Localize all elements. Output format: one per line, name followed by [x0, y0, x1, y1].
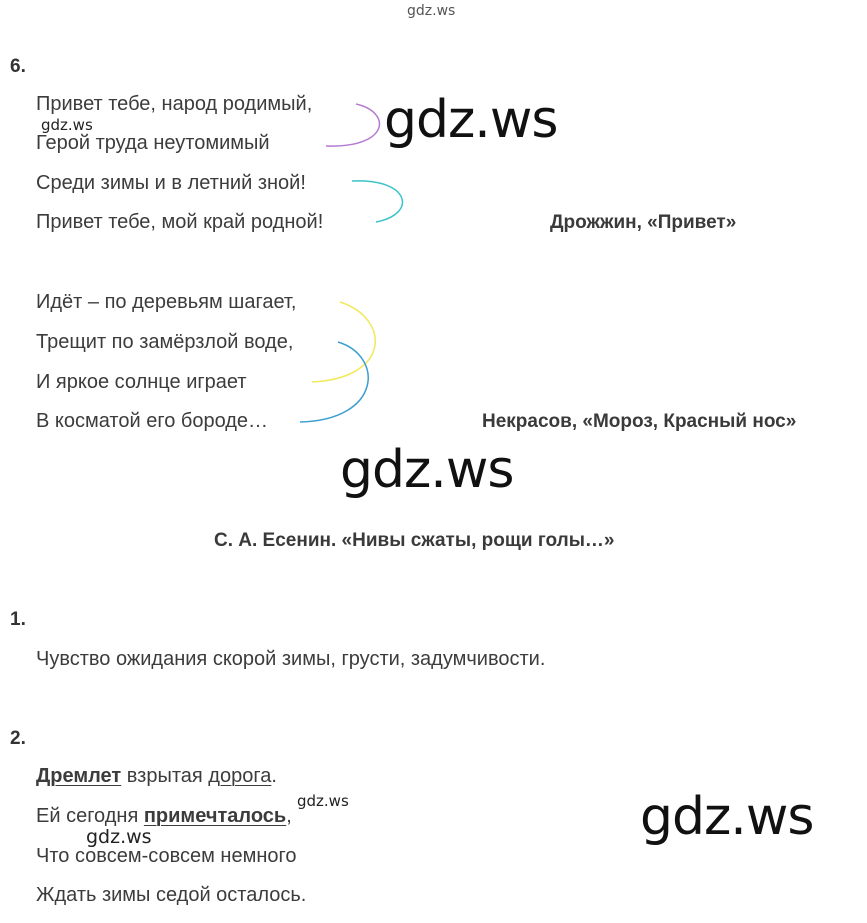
- poem-attribution: Дрожжин, «Привет»: [550, 212, 737, 233]
- rhyme-arc-purple: [326, 104, 379, 146]
- watermark-top: gdz.ws: [407, 3, 456, 19]
- task-number: 2.: [10, 728, 26, 749]
- word: взрытая: [121, 765, 209, 787]
- poem-line: Ждать зимы седой осталось.: [36, 884, 307, 906]
- answer-text: Чувство ожидания скорой зимы, грусти, задумчивости.: [36, 648, 546, 670]
- task-number: 1.: [10, 609, 26, 630]
- subject-word: дорога: [208, 765, 272, 787]
- word: Ей сегодня: [36, 805, 144, 827]
- task-number: 6.: [10, 56, 26, 77]
- poem-line: Герой труда неутомимый: [36, 132, 270, 154]
- predicate-word: Дремлет: [36, 765, 122, 787]
- poem-line: Привет тебе, народ родимый,: [36, 93, 313, 115]
- rhyme-arc-teal: [352, 181, 402, 222]
- watermark-small: gdz.ws: [41, 116, 93, 134]
- predicate-word: примечталось: [143, 805, 287, 827]
- punct: ,: [286, 805, 292, 827]
- poem-line: Привет тебе, мой край родной!: [36, 211, 324, 233]
- watermark-large: gdz.ws: [340, 440, 514, 500]
- poem-line: [36, 765, 277, 788]
- rhyme-arc-yellow: [312, 302, 375, 382]
- watermark-large: gdz.ws: [384, 90, 558, 150]
- rhyme-arc-blue: [300, 342, 368, 422]
- poem-line: В косматой его бороде…: [36, 410, 269, 432]
- poem-line: Что совсем-совсем немного: [36, 845, 297, 867]
- watermark-small: gdz.ws: [86, 826, 152, 848]
- poem-line: [36, 805, 292, 828]
- poem-line: Среди зимы и в летний зной!: [36, 172, 306, 194]
- punct: .: [271, 765, 277, 787]
- section-title: С. А. Есенин. «Нивы сжаты, рощи голы…»: [214, 530, 615, 551]
- watermark-large: gdz.ws: [640, 787, 814, 847]
- poem-line: Трещит по замёрзлой воде,: [36, 331, 294, 353]
- watermark-small: gdz.ws: [297, 792, 349, 810]
- poem-attribution: Некрасов, «Мороз, Красный нос»: [482, 411, 797, 432]
- poem-line: Идёт – по деревьям шагает,: [36, 291, 297, 313]
- poem-line: И яркое солнце играет: [36, 371, 247, 393]
